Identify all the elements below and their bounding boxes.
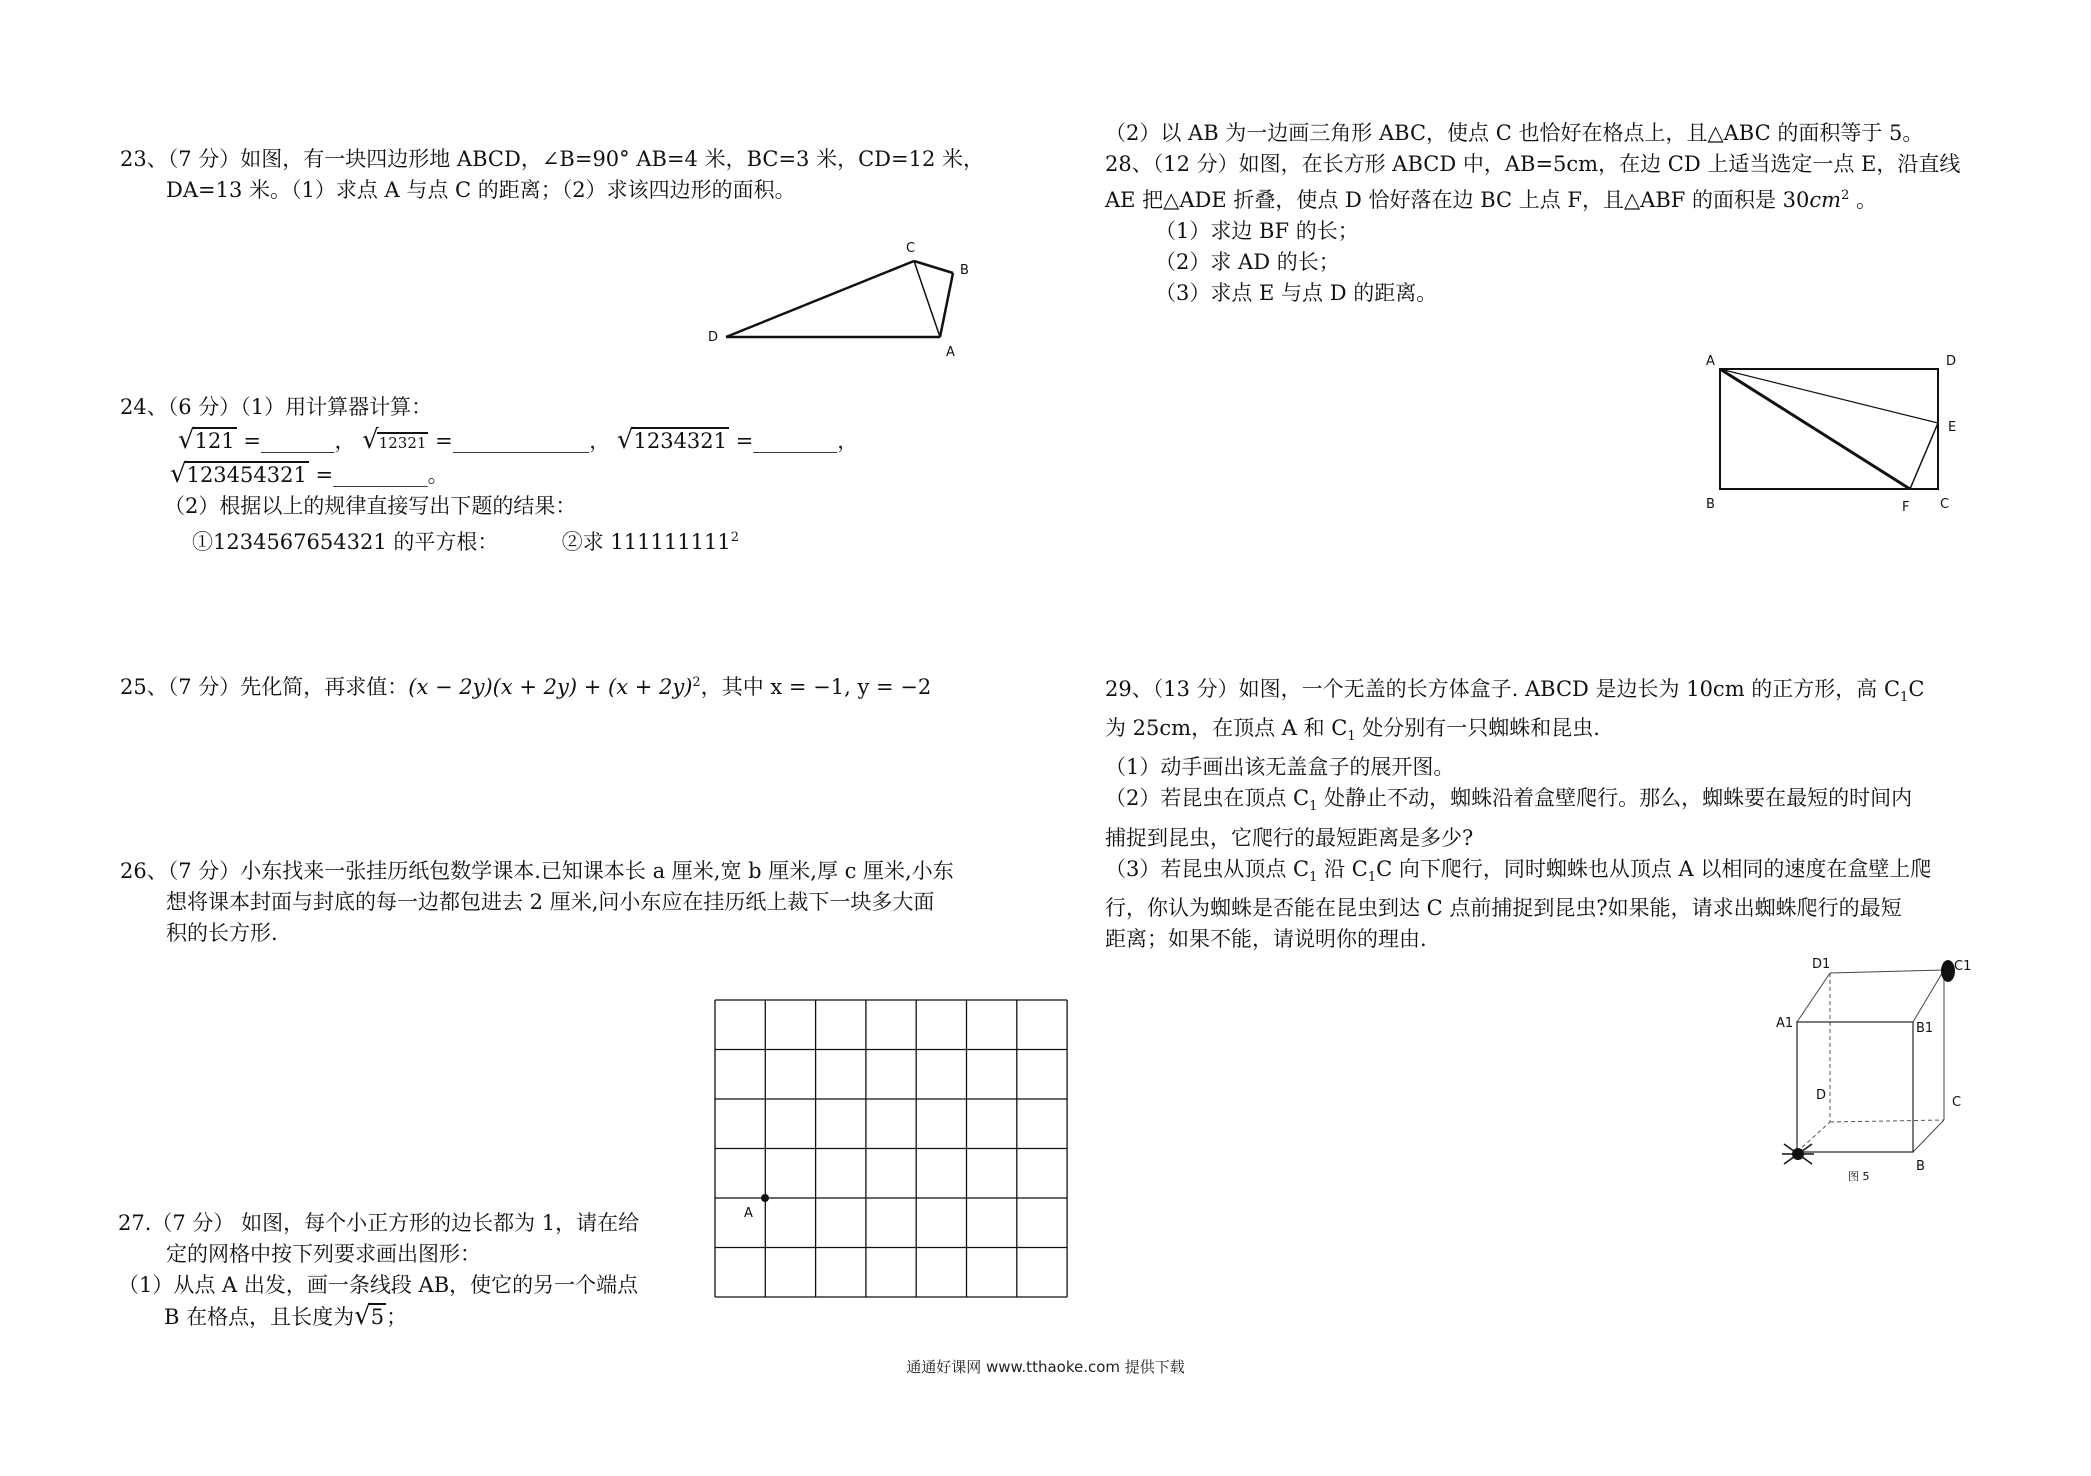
q29-line2-text: 为 25cm，在顶点 A 和 C [1105,716,1348,741]
grid-point-a [761,1194,769,1202]
q29-line8: 距离；如果不能，请说明你的理由. [1105,926,1427,951]
q24-square-item: ②求 111111111 [561,530,731,554]
question-24 [120,392,1020,558]
q28-line2-end: 。 [1849,188,1878,212]
fig23-label-c: C [906,241,916,256]
q24-line2 [120,425,1020,459]
q29-line1-end: C [1908,677,1925,701]
q29-line6-mid: 沿 C [1317,856,1368,881]
q27-line1: 27.（7 分） 如图，每个小正方形的边长都为 1，请在给 [118,1211,640,1235]
sqrt-123454321: √123454321 [170,459,307,489]
q23-line1: 23、（7 分）如图，有一块四边形地 ABCD，∠B=90° AB=4 米，BC=3 米，CD=12 米， [120,147,984,171]
fig28-label-b: B [1706,497,1715,512]
q29-line4-end: 处静止不动，蜘蛛沿着盒壁爬行。那么，蜘蛛要在最短的时间内 [1317,786,1913,811]
fig28-label-f: F [1902,500,1910,515]
q23-line2: DA=13 米。（1）求点 A 与点 C 的距离；（2）求该四边形的面积。 [166,178,796,202]
q28-sub1: （1）求边 BF 的长； [1155,219,1359,243]
spider-icon [1782,1144,1814,1164]
fig28-label-d: D [1946,354,1957,369]
fig29-label-b1: B1 [1916,1021,1934,1036]
q24-line1: 24、（6 分）（1）用计算器计算： [120,395,433,419]
q24-line5 [120,522,1020,558]
q26-line3: 积的长方形. [166,921,278,945]
q24-blank2: =_____________， [428,429,611,453]
q29-line3: （1）动手画出该无盖盒子的展开图。 [1105,755,1455,780]
q24-blank4: =_________。 [308,463,449,487]
q29-line1-text: 29、（13 分）如图，一个无盖的长方体盒子. ABCD 是边长为 10cm 的正方形，高 C [1105,677,1901,701]
q29-line6-end: C 向下爬行，同时蜘蛛也从顶点 A 以相同的速度在盒壁上爬 [1376,856,1932,881]
fig29-label-b: B [1916,1159,1925,1174]
q29-sub: 1 [1367,869,1377,885]
box-cuboid-figure [1770,940,1980,1200]
q29-sub: 1 [1309,869,1318,885]
question-28 [1105,149,2065,309]
q28-line1: 28、（12 分）如图，在长方形 ABCD 中，AB=5cm，在边 CD 上适当选定一点 E，沿直线 [1105,152,1961,176]
q29-line7: 行，你认为蜘蛛是否能在昆虫到达 C 点前捕捉到昆虫?如果能，请求出蜘蛛爬行的最短 [1105,895,1902,920]
q27-line5: （2）以 AB 为一边画三角形 ABC，使点 C 也恰好在格点上，且△ABC 的面积等于 5。 [1105,121,1924,145]
q24-exponent: 2 [730,530,739,545]
q28-unit: cm [1809,188,1842,212]
q29-line4 [1105,783,2065,822]
sqrt-121: √121 [178,425,235,455]
q25-exponent: 2 [692,675,701,690]
question-29 [1105,674,2065,955]
fig23-label-a: A [946,345,955,360]
fig29-caption: 图 5 [1848,1170,1870,1183]
q29-sub: 1 [1900,690,1909,706]
q24-blank1: =_______， [236,429,356,453]
rectangle-abcd-fold-figure [1690,345,1970,520]
fig23-label-b: B [960,263,969,278]
question-27 [118,1208,698,1333]
q28-sub3: （3）求点 E 与点 D 的距离。 [1155,281,1438,305]
question-27-part2 [1105,118,2065,149]
q24-square-root-item: ①1234567654321 的平方根： [192,530,499,554]
q27-line2: 定的网格中按下列要求画出图形： [166,1242,481,1266]
q27-line3: （1）从点 A 出发，画一条线段 AB，使它的另一个端点 [118,1273,639,1297]
q24-blank3: =________， [729,429,859,453]
q29-line5: 捕捉到昆虫，它爬行的最短距离是多少? [1105,825,1474,850]
q25-prompt: 25、（7 分）先化简，再求值： [120,675,409,699]
page-footer: 通通好课网 www.tthaoke.com 提供下载 [906,1358,1185,1376]
square-grid-figure [706,996,1076,1306]
q29-sub: 1 [1309,799,1318,815]
q28-unit-exponent: 2 [1841,188,1850,203]
q24-line3 [120,459,1020,491]
q25-line [120,667,1020,703]
q29-line2 [1105,713,2065,752]
fig28-label-e: E [1948,420,1957,435]
q24-line4: （2）根据以上的规律直接写出下题的结果： [164,494,577,518]
q29-line6 [1105,854,2065,893]
fig29-label-a1: A1 [1776,1016,1794,1031]
q28-line2-text: AE 把△ADE 折叠，使点 D 恰好落在边 BC 上点 F，且△ABF 的面积是 30 [1105,188,1810,212]
fig29-label-d: D [1816,1088,1827,1103]
quadrilateral-abcd-figure [700,230,990,360]
q26-line2: 想将课本封面与封底的每一边都包进去 2 厘米,问小东应在挂历纸上裁下一块多大面 [166,890,935,914]
q27-line4-text: B 在格点，且长度为 [164,1305,355,1329]
question-26 [120,856,1020,949]
q28-line2 [1105,180,2065,216]
insect-icon [1941,960,1955,982]
fig28-label-c: C [1940,497,1950,512]
fig29-label-c: C [1952,1095,1962,1110]
sqrt-5: √5 [354,1301,385,1331]
sqrt-1234321: √1234321 [616,425,728,455]
fig29-label-c1: C1 [1954,959,1972,974]
q29-line4-text: （2）若昆虫在顶点 C [1105,786,1310,811]
fig28-label-a: A [1706,354,1715,369]
q29-line6-text: （3）若昆虫从顶点 C [1105,856,1310,881]
q29-line2-end: 处分别有一只蜘蛛和昆虫. [1355,716,1600,741]
question-25 [120,667,1020,703]
fig29-label-d1: D1 [1812,957,1831,972]
grid-label-a: A [744,1206,753,1221]
q29-line1 [1105,674,2065,713]
question-23 [120,144,1020,206]
q25-condition: ，其中 x = −1, y = −2 [700,675,932,699]
q25-expression: (x − 2y)(x + 2y) + (x + 2y) [408,675,693,699]
q29-sub: 1 [1347,729,1356,745]
q26-line1: 26、（7 分）小东找来一张挂历纸包数学课本.已知课本长 a 厘米,宽 b 厘米,厚 c 厘米,小东 [120,859,954,883]
q27-line4 [118,1301,698,1333]
fig23-label-d: D [708,330,719,345]
q27-line4-end: ； [386,1305,408,1329]
sqrt-12321: √12321 [362,425,427,455]
q28-sub2: （2）求 AD 的长； [1155,250,1340,274]
